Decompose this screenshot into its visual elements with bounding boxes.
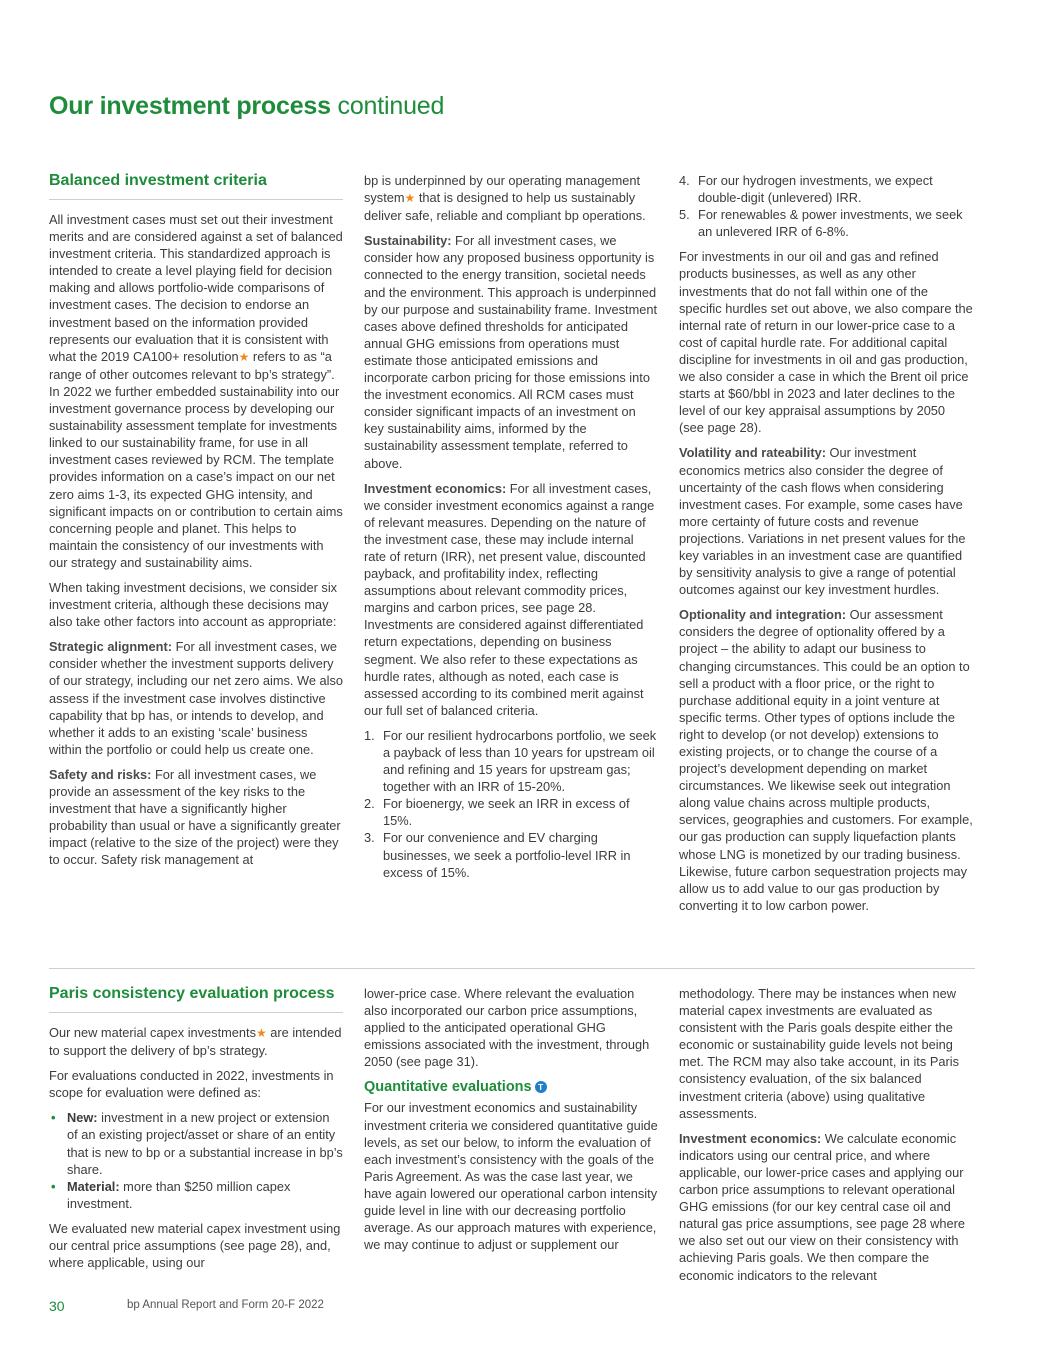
page-title-suffix: continued [330,92,445,120]
column-2-top [364,172,658,889]
page-title [49,88,444,124]
paragraph: bp is underpinned by our operating management system★ that is designed to help us sustainably deliver safe, reliable and compliant bp operations. [364,173,646,224]
bullet-icon: • [51,1178,56,1194]
paragraph: We evaluated new material capex investment using our central price assumptions (see page 28), and, where applicable, using our [49,1220,341,1271]
paragraph-optionality: Optionality and integration: Our assessment considers the degree of optionality offered by a project – the ability to adapt our business to changing circumstances. This could be an option to sell a product with a floor price, or the right to purchase additional equity in a joint venture at specific terms. Other types of options include the right to develop (or not develop) extensions to existing projects, or to change the course of a project’s development depending on market circumstances. We likewise seek out integration along value chains across multiple products, services, geographies and customers. For example, our gas production can supply liquefaction plants whose LNG is monetized by our trading business. Likewise, future carbon sequestration projects may allow us to add value to our gas production by converting it to low carbon power. [679,607,973,913]
page-title-main: Our investment process [49,92,331,120]
hurdle-list-continued [679,172,973,240]
paragraph: methodology. There may be instances when new material capex investments are evaluated as consistent with the Paris goals despite either the economic or sustainability guide levels not being met. The RCM may also take account, in its Paris consistency evaluation, of the six balanced investment criteria (above) using qualitative assessments. [679,986,959,1121]
paragraph-investment-economics: Investment economics: For all investment cases, we consider investment economics against a range of relevant measures. Depending on the nature of the investment case, these may include internal rate of return (IRR), net present value, discounted payback, and profitability index, reflecting assumptions about relevant commodity prices, margins and carbon prices, see page 28. Investments are considered against differentiated return expectations, depending on business segment. We also refer to these expectations as hurdle rates, although as noted, each case is assessed according to its combined merit against our full set of balanced criteria. [364,480,655,718]
page-number: 30 [49,1298,65,1314]
paragraph: lower-price case. Where relevant the evaluation also incorporated our carbon price assumptions, applied to the anticipated operational GHG emissions associated with the investment, through 2050 (see page 31). [364,986,650,1070]
paragraph: For our investment economics and sustainability investment criteria we considered quantitative guide levels, as set our below, to inform the evaluation of each investment’s consistency with the goals of the Paris Agreement. As was the case last year, we have again lowered our operational carbon intensity guide level in line with our decreasing portfolio average. As our approach matures with experience, we may continue to adjust or supplement our [364,1100,658,1253]
list-item: • Material: more than $250 million capex investment. [51,1178,291,1211]
paragraph: For evaluations conducted in 2022, investments in scope for evaluation were defined as: [49,1068,334,1101]
paragraph-investment-economics-paris: Investment economics: We calculate economic indicators using our central price, and where applicable, our lower-price cases and applying our carbon price assumptions to relevant operational GHG emissions (for our key central case oil and natural gas price assumptions, see page 28 where we also set out our view on their consistency with achieving Paris goals. We then compare the economic indicators to the relevant [679,1130,965,1283]
paragraph-sustainability: Sustainability: For all investment cases, we consider how any proposed business opportunity is connected to the energy transition, societal needs and the environment. This approach is underpinned by our purpose and sustainability frame. Investment cases above defined thresholds for anticipated annual GHG emissions from operations must estimate those anticipated emissions and incorporate carbon pricing for those emissions into the investment economics. All RCM cases must consider significant impacts of an investment on key sustainability aims, informed by the sustainability assessment template, referred to above. [364,233,658,471]
column-3-bottom [679,985,973,1292]
report-title: bp Annual Report and Form 20-F 2022 [127,1299,324,1311]
hurdle-list [364,727,658,881]
column-1-top [49,171,343,876]
subheading-quantitative-evaluations: Quantitative evaluations T [364,1078,658,1096]
paragraph: Our new material capex investments★ are intended to support the delivery of bp’s strategy. [49,1025,342,1059]
section-heading-balanced-criteria: Balanced investment criteria [49,171,343,200]
info-badge-icon[interactable]: T [535,1081,547,1093]
paragraph-safety-risks: Safety and risks: For all investment cases, we provide an assessment of the key risks to the investment that have a significantly higher probability than usual or have a significantly greater impact (relative to the size of the project) were they to occur. Safety risk management at [49,766,341,868]
paragraph-volatility: Volatility and rateability: Our investment economics metrics also consider the degree of uncertainty of the cash flows when considering investment cases. For example, some cases have more certainty of future costs and revenue projections. Variations in net present values for the key variables in an investment case are quantified by sensitivity analysis to give a range of potential outcomes against our key investment hurdles. [679,445,966,598]
section-heading-paris: Paris consistency evaluation process [49,984,343,1013]
list-item: 5. For renewables & power investments, we seek an unlevered IRR of 6-8%. [679,207,963,240]
list-item: 2. For bioenergy, we seek an IRR in excess of 15%. [364,796,630,829]
column-3-top [679,172,973,922]
list-item: 4. For our hydrogen investments, we expect double-digit (unlevered) IRR. [679,173,933,206]
list-item: • New: investment in a new project or extension of an existing project/asset or share of an entity that is new to bp or a substantial increase in bp’s share. [51,1110,343,1177]
star-icon: ★ [238,349,250,364]
star-icon: ★ [255,1026,267,1040]
scope-bullet-list [49,1109,343,1212]
paragraph: When taking investment decisions, we consider six investment criteria, although these decisions may also take other factors into account as appropriate: [49,579,338,630]
paragraph: For investments in our oil and gas and refined products businesses, as well as any other investments that do not fall within one of the specific hurdles set out above, we also compare the internal rate of return in our lower-price case to a cost of capital hurdle rate. For additional capital discipline for investments in oil and gas production, we also consider a case in which the Brent oil price starts at $60/bbl in 2023 and later declines to the level of our key appraisal assumptions by 2050 (see page 28). [679,249,973,436]
column-2-bottom [364,985,658,1261]
section-divider [49,968,975,969]
bullet-icon: • [51,1110,56,1126]
list-item: 3. For our convenience and EV charging businesses, we seek a portfolio-level IRR in excess of 15%. [364,830,631,880]
column-1-bottom [49,984,343,1279]
list-item: 1. For our resilient hydrocarbons portfolio, we seek a payback of less than 10 years for upstream oil and refining and 15 years for upstream gas; together with an IRR of 15-20%. [364,727,657,795]
paragraph: All investment cases must set out their investment merits and are considered against a set of balanced investment criteria. This standardized approach is intended to create a level playing field for decision making and allows portfolio-wide comparisons of investment cases. The decision to endorse an investment based on the information provided represents our evaluation that it is consistent with what the 2019 CA100+ resolution★ refers to as “a range of other outcomes relevant to bp’s strategy”. In 2022 we further embedded sustainability into our investment governance process by developing our sustainability assessment template for investments linked to our sustainability frame, for use in all investment cases reviewed by RCM. The template provides information on a case’s impact on our net zero aims 1-3, its expected GHG intensity, and significant impacts on or contribution to certain aims concerning people and planet. This helps to maintain the consistency of our investments with our strategy and sustainability aims. [49,212,343,570]
star-icon: ★ [404,191,416,206]
paragraph-strategic-alignment: Strategic alignment: For all investment cases, we consider whether the investment supports delivery of our strategy, including our net zero aims. We also assess if the investment case involves distinctive capability that bp has, or intends to develop, and whether it adds to an existing ‘scale’ business within the portfolio or could help us create one. [49,639,343,757]
